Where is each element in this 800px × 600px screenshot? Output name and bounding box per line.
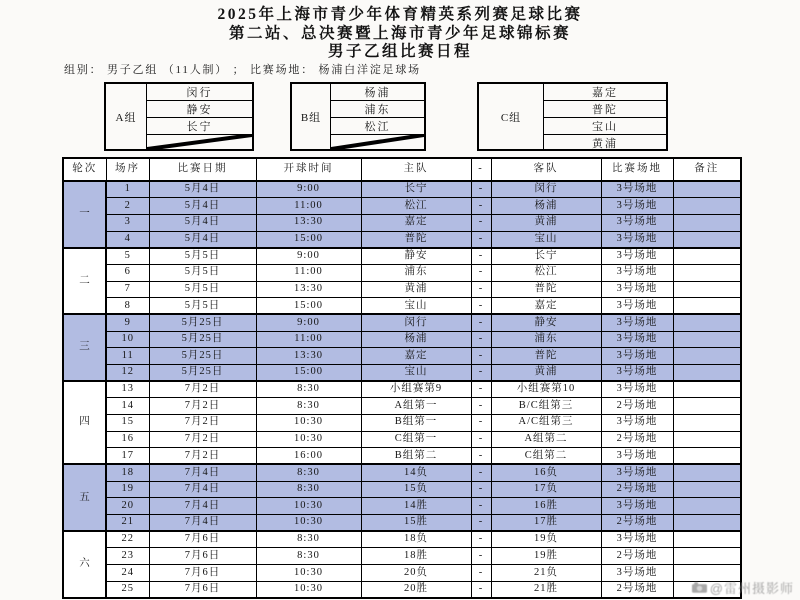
kickoff-time: 10:30 [256, 514, 361, 531]
home-team: 15胜 [361, 514, 471, 531]
note [673, 481, 741, 498]
away-team: 小组赛第10 [491, 381, 601, 398]
match-number: 18 [106, 464, 149, 481]
kickoff-time: 16:00 [256, 448, 361, 465]
match-number: 25 [106, 581, 149, 598]
venue: 2号场地 [601, 581, 673, 598]
vs-dash: - [471, 531, 491, 548]
match-date: 5月5日 [149, 281, 256, 298]
note [673, 398, 741, 415]
venue: 2号场地 [601, 548, 673, 565]
kickoff-time: 8:30 [256, 398, 361, 415]
home-team: 小组赛第9 [361, 381, 471, 398]
match-date: 7月4日 [149, 498, 256, 515]
column-header: 比赛日期 [149, 158, 256, 181]
away-team: 长宁 [491, 248, 601, 265]
team-cell: 闵行 [186, 87, 213, 99]
away-team: 闵行 [491, 181, 601, 198]
vs-dash: - [471, 214, 491, 231]
away-team: 静安 [491, 314, 601, 331]
round-label: 五 [63, 464, 106, 531]
match-row [63, 514, 741, 531]
note [673, 431, 741, 448]
group-team-list [331, 84, 424, 149]
round-label: 二 [63, 248, 106, 315]
venue: 3号场地 [601, 564, 673, 581]
note [673, 281, 741, 298]
match-number: 16 [106, 431, 149, 448]
match-number: 8 [106, 298, 149, 315]
match-row [63, 398, 741, 415]
venue: 3号场地 [601, 181, 673, 198]
round-label: 四 [63, 381, 106, 464]
venue: 3号场地 [601, 248, 673, 265]
venue: 3号场地 [601, 448, 673, 465]
match-number: 23 [106, 548, 149, 565]
team-cell: 松江 [331, 117, 424, 134]
match-row [63, 564, 741, 581]
column-header: 场序 [106, 158, 149, 181]
away-team: 17负 [491, 481, 601, 498]
match-number: 2 [106, 198, 149, 215]
home-team: 普陀 [361, 231, 471, 248]
match-date: 7月4日 [149, 514, 256, 531]
column-header: 客队 [491, 158, 601, 181]
table-header-row [63, 158, 741, 181]
match-date: 5月25日 [149, 314, 256, 331]
match-date: 7月6日 [149, 548, 256, 565]
kickoff-time: 13:30 [256, 214, 361, 231]
kickoff-time: 9:00 [256, 314, 361, 331]
note [673, 381, 741, 398]
vs-dash: - [471, 481, 491, 498]
match-number: 10 [106, 331, 149, 348]
note [673, 448, 741, 465]
column-header: 主队 [361, 158, 471, 181]
match-row [63, 364, 741, 381]
match-date: 7月2日 [149, 398, 256, 415]
home-team: 松江 [361, 198, 471, 215]
match-number: 20 [106, 498, 149, 515]
vs-dash: - [471, 364, 491, 381]
kickoff-time: 10:30 [256, 414, 361, 431]
kickoff-time: 13:30 [256, 348, 361, 365]
note [673, 498, 741, 515]
match-row [63, 198, 741, 215]
vs-dash: - [471, 248, 491, 265]
away-team: 松江 [491, 264, 601, 281]
kickoff-time: 15:00 [256, 364, 361, 381]
match-date: 5月25日 [149, 331, 256, 348]
match-date: 5月5日 [149, 264, 256, 281]
home-team: 杨浦 [361, 331, 471, 348]
vs-dash: - [471, 181, 491, 198]
venue: 3号场地 [601, 198, 673, 215]
away-team: 21负 [491, 564, 601, 581]
match-row [63, 381, 741, 398]
home-team: 宝山 [361, 364, 471, 381]
match-row [63, 181, 741, 198]
kickoff-time: 10:30 [256, 431, 361, 448]
away-team: 黄浦 [491, 364, 601, 381]
note [673, 364, 741, 381]
away-team: 宝山 [491, 231, 601, 248]
vs-dash: - [471, 331, 491, 348]
away-team: 普陀 [491, 281, 601, 298]
home-team: B组第一 [361, 414, 471, 431]
venue: 3号场地 [601, 348, 673, 365]
home-team: 黄浦 [361, 281, 471, 298]
match-number: 15 [106, 414, 149, 431]
away-team: 杨浦 [491, 198, 601, 215]
home-team: C组第一 [361, 431, 471, 448]
away-team: A/C组第三 [491, 414, 601, 431]
vs-dash: - [471, 314, 491, 331]
match-row [63, 264, 741, 281]
match-date: 7月2日 [149, 431, 256, 448]
home-team: 15负 [361, 481, 471, 498]
kickoff-time: 11:00 [256, 198, 361, 215]
team-cell: 静安 [147, 100, 252, 117]
venue: 3号场地 [601, 381, 673, 398]
match-number: 13 [106, 381, 149, 398]
group-box-c [477, 82, 668, 151]
kickoff-time: 8:30 [256, 531, 361, 548]
venue: 3号场地 [601, 531, 673, 548]
away-team: 19负 [491, 531, 601, 548]
match-number: 11 [106, 348, 149, 365]
note [673, 181, 741, 198]
match-date: 7月2日 [149, 381, 256, 398]
vs-dash: - [471, 414, 491, 431]
note [673, 248, 741, 265]
group-box-a [104, 82, 254, 151]
match-number: 22 [106, 531, 149, 548]
match-date: 7月6日 [149, 564, 256, 581]
group-box-b [290, 82, 426, 151]
venue: 3号场地 [601, 364, 673, 381]
vs-dash: - [471, 231, 491, 248]
match-row [63, 348, 741, 365]
team-cell: 黄浦 [544, 134, 666, 151]
match-date: 5月4日 [149, 198, 256, 215]
note [673, 331, 741, 348]
match-date: 5月25日 [149, 364, 256, 381]
vs-dash: - [471, 548, 491, 565]
match-row [63, 531, 741, 548]
column-header: 比赛场地 [601, 158, 673, 181]
note [673, 548, 741, 565]
kickoff-time: 15:00 [256, 231, 361, 248]
venue: 3号场地 [601, 298, 673, 315]
watermark-text: @雷州摄影师 [709, 581, 794, 596]
away-team: 嘉定 [491, 298, 601, 315]
kickoff-time: 10:30 [256, 564, 361, 581]
match-number: 21 [106, 514, 149, 531]
match-date: 7月6日 [149, 531, 256, 548]
home-team: 闵行 [361, 314, 471, 331]
round-label: 一 [63, 181, 106, 248]
group-label: B组 [292, 84, 331, 149]
note [673, 264, 741, 281]
away-team: 16负 [491, 464, 601, 481]
column-header: 轮次 [63, 158, 106, 181]
kickoff-time: 11:00 [256, 264, 361, 281]
venue: 3号场地 [601, 464, 673, 481]
team-cell: 宝山 [544, 117, 666, 134]
venue: 3号场地 [601, 498, 673, 515]
match-date: 5月5日 [149, 248, 256, 265]
match-number: 9 [106, 314, 149, 331]
home-team: 18胜 [361, 548, 471, 565]
away-team: B/C组第三 [491, 398, 601, 415]
match-row [63, 231, 741, 248]
venue: 3号场地 [601, 231, 673, 248]
away-team: A组第二 [491, 431, 601, 448]
kickoff-time: 10:30 [256, 581, 361, 598]
home-team: 14胜 [361, 498, 471, 515]
round-label: 三 [63, 314, 106, 381]
team-cell: 浦东 [331, 100, 424, 117]
match-row [63, 248, 741, 265]
venue: 2号场地 [601, 514, 673, 531]
match-date: 5月25日 [149, 348, 256, 365]
match-number: 7 [106, 281, 149, 298]
note [673, 514, 741, 531]
vs-dash: - [471, 448, 491, 465]
kickoff-time: 8:30 [256, 548, 361, 565]
match-row [63, 448, 741, 465]
away-team: 16胜 [491, 498, 601, 515]
kickoff-time: 13:30 [256, 281, 361, 298]
note [673, 214, 741, 231]
schedule-table [62, 157, 742, 599]
match-date: 7月6日 [149, 581, 256, 598]
title-line-2: 第二站、总决赛暨上海市青少年足球锦标赛 [228, 24, 571, 42]
home-team: 14负 [361, 464, 471, 481]
vs-dash: - [471, 498, 491, 515]
note [673, 314, 741, 331]
away-team: C组第二 [491, 448, 601, 465]
venue: 3号场地 [601, 214, 673, 231]
home-team: B组第二 [361, 448, 471, 465]
empty-slot [331, 134, 424, 149]
empty-slot [147, 134, 252, 149]
match-date: 5月4日 [149, 231, 256, 248]
home-team: 18负 [361, 531, 471, 548]
vs-dash: - [471, 348, 491, 365]
match-date: 5月4日 [149, 214, 256, 231]
match-row [63, 581, 741, 598]
home-team: 嘉定 [361, 214, 471, 231]
kickoff-time: 8:30 [256, 381, 361, 398]
match-number: 17 [106, 448, 149, 465]
vs-dash: - [471, 464, 491, 481]
team-cell: 普陀 [544, 100, 666, 117]
away-team: 17胜 [491, 514, 601, 531]
kickoff-time: 11:00 [256, 331, 361, 348]
home-team: 静安 [361, 248, 471, 265]
group-team-list [147, 84, 252, 149]
home-team: 20负 [361, 564, 471, 581]
match-date: 7月4日 [149, 481, 256, 498]
home-team: 20胜 [361, 581, 471, 598]
match-row [63, 414, 741, 431]
match-row [63, 298, 741, 315]
group-and-venue-line: 组别： 男子乙组 （11人制） ； 比赛场地： 杨浦白洋淀足球场 [64, 64, 421, 76]
match-number: 12 [106, 364, 149, 381]
match-row [63, 214, 741, 231]
match-row [63, 548, 741, 565]
vs-dash: - [471, 298, 491, 315]
vs-dash: - [471, 264, 491, 281]
vs-dash: - [471, 564, 491, 581]
vs-dash: - [471, 581, 491, 598]
team-cell: 杨浦 [364, 87, 391, 99]
watermark [692, 578, 794, 597]
vs-dash: - [471, 381, 491, 398]
match-date: 7月2日 [149, 448, 256, 465]
team-cell: 长宁 [147, 117, 252, 134]
match-number: 24 [106, 564, 149, 581]
vs-dash: - [471, 514, 491, 531]
match-number: 4 [106, 231, 149, 248]
away-team: 普陀 [491, 348, 601, 365]
group-team-list [544, 84, 666, 149]
match-number: 14 [106, 398, 149, 415]
match-number: 19 [106, 481, 149, 498]
column-header: - [471, 158, 491, 181]
note [673, 348, 741, 365]
note [673, 531, 741, 548]
home-team: 宝山 [361, 298, 471, 315]
team-cell: 嘉定 [592, 87, 618, 99]
match-number: 3 [106, 214, 149, 231]
title-block [0, 6, 800, 62]
home-team: A组第一 [361, 398, 471, 415]
camera-icon [692, 582, 707, 593]
match-row [63, 314, 741, 331]
vs-dash: - [471, 398, 491, 415]
vs-dash: - [471, 431, 491, 448]
kickoff-time: 9:00 [256, 248, 361, 265]
match-number: 6 [106, 264, 149, 281]
venue: 3号场地 [601, 264, 673, 281]
match-number: 1 [106, 181, 149, 198]
round-label: 六 [63, 531, 106, 598]
note [673, 298, 741, 315]
title-line-3: 男子乙组比赛日程 [327, 43, 472, 60]
home-team: 嘉定 [361, 348, 471, 365]
match-row [63, 431, 741, 448]
group-label: C组 [479, 84, 544, 149]
title-line-1: 2025年上海市青少年体育精英系列赛足球比赛 [217, 6, 583, 23]
vs-dash: - [471, 198, 491, 215]
column-header: 备注 [673, 158, 741, 181]
venue: 2号场地 [601, 431, 673, 448]
kickoff-time: 8:30 [256, 464, 361, 481]
venue: 2号场地 [601, 481, 673, 498]
away-team: 19胜 [491, 548, 601, 565]
kickoff-time: 15:00 [256, 298, 361, 315]
match-row [63, 498, 741, 515]
match-row [63, 281, 741, 298]
note [673, 198, 741, 215]
venue: 2号场地 [601, 398, 673, 415]
match-row [63, 481, 741, 498]
venue: 3号场地 [601, 281, 673, 298]
note [673, 414, 741, 431]
match-date: 5月4日 [149, 181, 256, 198]
note [673, 464, 741, 481]
home-team: 浦东 [361, 264, 471, 281]
home-team: 长宁 [361, 181, 471, 198]
match-date: 7月4日 [149, 464, 256, 481]
column-header: 开球时间 [256, 158, 361, 181]
match-date: 7月2日 [149, 414, 256, 431]
match-row [63, 331, 741, 348]
away-team: 浦东 [491, 331, 601, 348]
kickoff-time: 10:30 [256, 498, 361, 515]
match-date: 5月5日 [149, 298, 256, 315]
venue: 3号场地 [601, 314, 673, 331]
venue: 3号场地 [601, 414, 673, 431]
kickoff-time: 9:00 [256, 181, 361, 198]
note [673, 231, 741, 248]
group-label: A组 [106, 84, 147, 149]
kickoff-time: 8:30 [256, 481, 361, 498]
venue: 3号场地 [601, 331, 673, 348]
away-team: 21胜 [491, 581, 601, 598]
away-team: 黄浦 [491, 214, 601, 231]
match-row [63, 464, 741, 481]
vs-dash: - [471, 281, 491, 298]
match-number: 5 [106, 248, 149, 265]
